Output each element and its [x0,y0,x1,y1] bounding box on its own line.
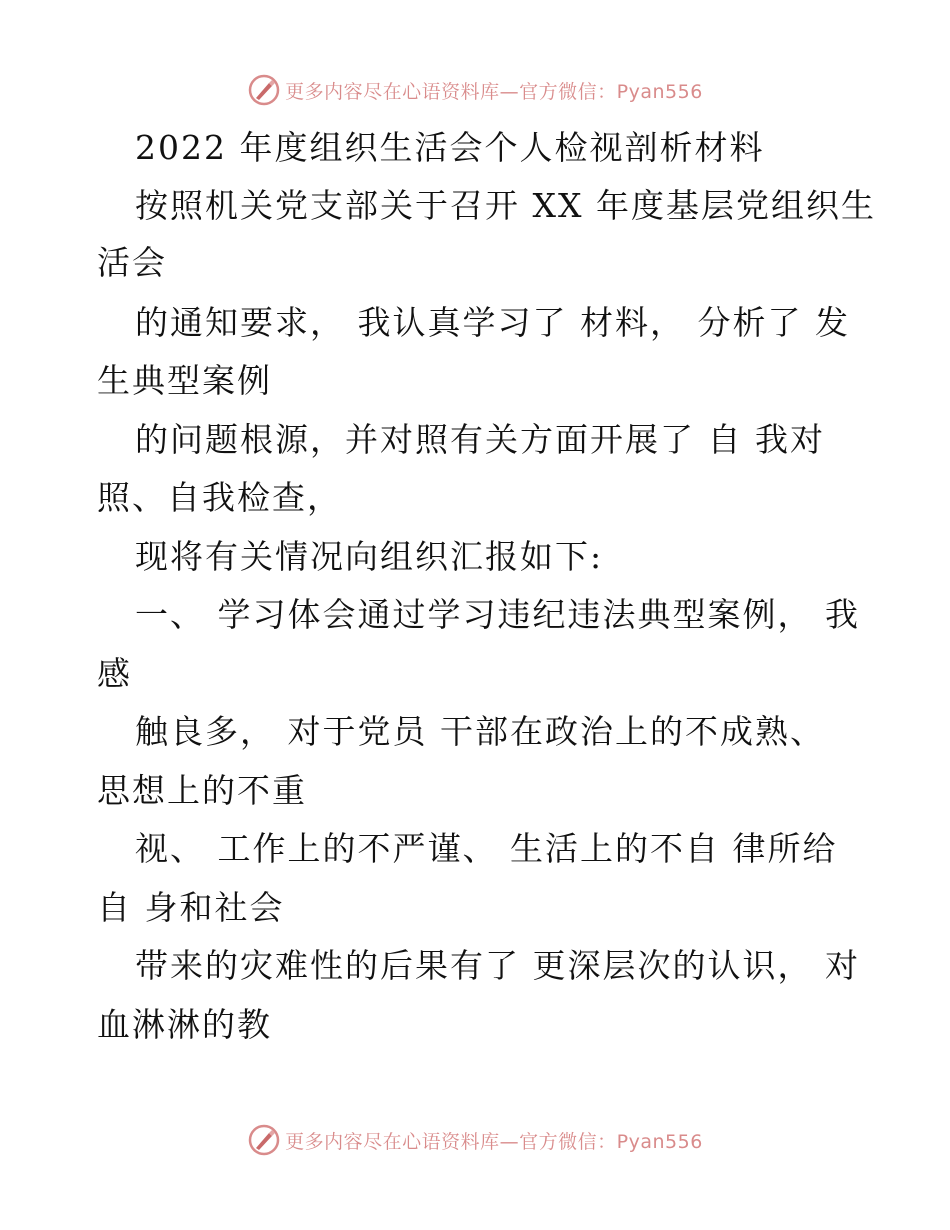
paragraph-line: 按照机关党支部关于召开 XX 年度基层党组织生 [135,186,876,225]
paragraph-line: 带来的灾难性的后果有了 更深层次的认识， 对 [135,946,860,985]
document-title: 2022 年度组织生活会个人检视剖析材料 [135,128,765,167]
watermark-text: 更多内容尽在心语资料库—官方微信：Pyan556 [285,1130,703,1153]
section-heading: 一、 学习体会通过学习违纪违法典型案例， 我 [135,595,860,634]
paragraph-line: 自 身和社会 [97,888,285,927]
paragraph-line: 感 [97,654,132,693]
paragraph-line: 生典型案例 [97,361,272,400]
paragraph-line: 血淋淋的教 [97,1005,272,1044]
paragraph-line: 活会 [97,243,167,282]
paragraph-line: 的通知要求， 我认真学习了 材料， 分析了 发 [135,303,850,342]
pen-logo-icon [247,73,281,107]
paragraph-line: 的问题根源，并对照有关方面开展了 自 我对 [135,420,825,459]
paragraph-line: 思想上的不重 [97,771,307,810]
watermark-footer [0,1120,950,1160]
paragraph-line: 视、 工作上的不严谨、 生活上的不自 律所给 [135,829,838,868]
paragraph-line: 现将有关情况向组织汇报如下: [135,537,604,576]
watermark-text: 更多内容尽在心语资料库—官方微信：Pyan556 [285,80,703,103]
watermark-header [0,70,950,110]
paragraph-line: 触良多， 对于党员 干部在政治上的不成熟、 [135,712,825,751]
paragraph-line: 照、自我检查， [97,478,342,517]
pen-logo-icon [247,1123,281,1157]
